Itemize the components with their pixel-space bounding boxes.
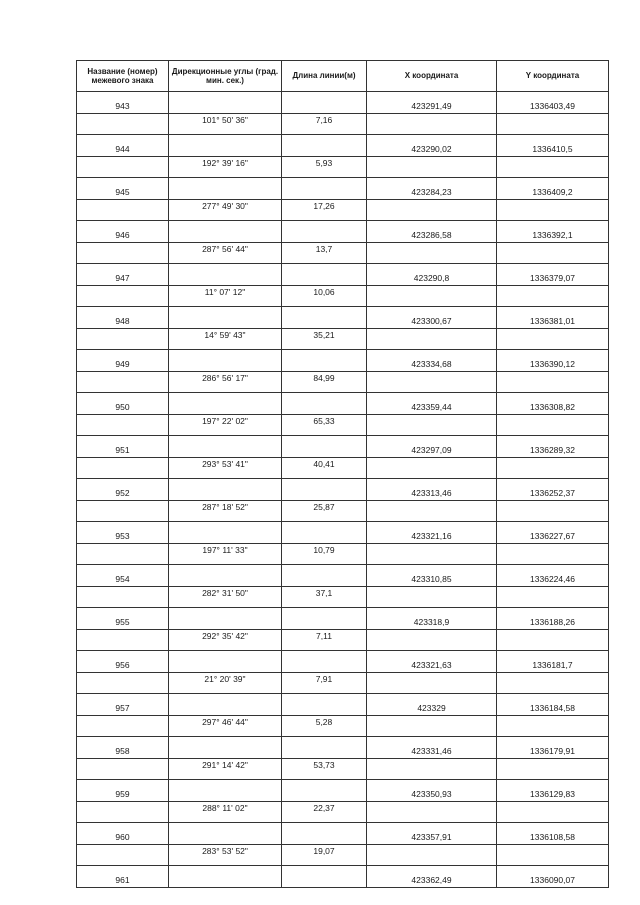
- empty-cell: [77, 543, 169, 565]
- direction-angle-cell: 11° 07' 12": [169, 285, 282, 307]
- empty-cell: [282, 608, 367, 630]
- point-row: [77, 823, 609, 845]
- x-coordinate-cell: 423331,46: [367, 737, 497, 759]
- direction-angle-cell: 288° 11' 02": [169, 801, 282, 823]
- y-coordinate-cell: 1336188,26: [497, 608, 609, 630]
- empty-cell: [497, 199, 609, 221]
- empty-cell: [77, 715, 169, 737]
- empty-cell: [169, 178, 282, 200]
- segment-row: [77, 844, 609, 866]
- point-row: [77, 393, 609, 415]
- empty-cell: [497, 801, 609, 823]
- line-length-cell: 7,11: [282, 629, 367, 651]
- x-coordinate-cell: 423318,9: [367, 608, 497, 630]
- direction-angle-cell: 291° 14' 42": [169, 758, 282, 780]
- empty-cell: [497, 500, 609, 522]
- empty-cell: [169, 307, 282, 329]
- line-length-cell: 35,21: [282, 328, 367, 350]
- empty-cell: [367, 328, 497, 350]
- direction-angle-cell: 283° 53' 52": [169, 844, 282, 866]
- direction-angle-cell: 277° 49' 30": [169, 199, 282, 221]
- segment-row: [77, 285, 609, 307]
- point-name-cell: 961: [77, 866, 169, 888]
- y-coordinate-cell: 1336181,7: [497, 651, 609, 673]
- empty-cell: [169, 651, 282, 673]
- point-row: [77, 350, 609, 372]
- header-y-coordinate: Y координата: [497, 61, 609, 92]
- empty-cell: [169, 264, 282, 286]
- empty-cell: [77, 285, 169, 307]
- line-length-cell: 22,37: [282, 801, 367, 823]
- x-coordinate-cell: 423284,23: [367, 178, 497, 200]
- empty-cell: [169, 780, 282, 802]
- direction-angle-cell: 287° 18' 52": [169, 500, 282, 522]
- direction-angle-cell: 282° 31' 50": [169, 586, 282, 608]
- empty-cell: [497, 156, 609, 178]
- empty-cell: [169, 221, 282, 243]
- direction-angle-cell: 197° 11' 33": [169, 543, 282, 565]
- empty-cell: [169, 135, 282, 157]
- empty-cell: [282, 479, 367, 501]
- line-length-cell: 17,26: [282, 199, 367, 221]
- point-name-cell: 953: [77, 522, 169, 544]
- line-length-cell: 7,16: [282, 113, 367, 135]
- header-direction-angle: Дирекционные углы (град. мин. сек.): [169, 61, 282, 92]
- empty-cell: [367, 285, 497, 307]
- direction-angle-cell: 192° 39' 16": [169, 156, 282, 178]
- point-name-cell: 951: [77, 436, 169, 458]
- empty-cell: [497, 844, 609, 866]
- x-coordinate-cell: 423350,93: [367, 780, 497, 802]
- empty-cell: [367, 199, 497, 221]
- direction-angle-cell: 292° 35' 42": [169, 629, 282, 651]
- segment-row: [77, 156, 609, 178]
- segment-row: [77, 672, 609, 694]
- empty-cell: [77, 457, 169, 479]
- point-name-cell: 946: [77, 221, 169, 243]
- empty-cell: [497, 371, 609, 393]
- empty-cell: [77, 801, 169, 823]
- x-coordinate-cell: 423300,67: [367, 307, 497, 329]
- line-length-cell: 25,87: [282, 500, 367, 522]
- empty-cell: [282, 393, 367, 415]
- point-row: [77, 92, 609, 114]
- y-coordinate-cell: 1336308,82: [497, 393, 609, 415]
- empty-cell: [169, 694, 282, 716]
- empty-cell: [497, 328, 609, 350]
- header-point-name: Название (номер) межевого знака: [77, 61, 169, 92]
- x-coordinate-cell: 423290,02: [367, 135, 497, 157]
- x-coordinate-cell: 423329: [367, 694, 497, 716]
- empty-cell: [497, 457, 609, 479]
- empty-cell: [367, 543, 497, 565]
- point-name-cell: 948: [77, 307, 169, 329]
- y-coordinate-cell: 1336252,37: [497, 479, 609, 501]
- segment-row: [77, 242, 609, 264]
- empty-cell: [497, 672, 609, 694]
- empty-cell: [367, 672, 497, 694]
- empty-cell: [367, 758, 497, 780]
- empty-cell: [282, 307, 367, 329]
- point-row: [77, 866, 609, 888]
- y-coordinate-cell: 1336108,58: [497, 823, 609, 845]
- empty-cell: [77, 758, 169, 780]
- direction-angle-cell: 287° 56' 44": [169, 242, 282, 264]
- direction-angle-cell: 293° 53' 41": [169, 457, 282, 479]
- line-length-cell: 84,99: [282, 371, 367, 393]
- y-coordinate-cell: 1336179,91: [497, 737, 609, 759]
- empty-cell: [497, 543, 609, 565]
- empty-cell: [367, 844, 497, 866]
- direction-angle-cell: 14° 59' 43": [169, 328, 282, 350]
- y-coordinate-cell: 1336410,5: [497, 135, 609, 157]
- empty-cell: [282, 350, 367, 372]
- empty-cell: [169, 350, 282, 372]
- point-name-cell: 945: [77, 178, 169, 200]
- segment-row: [77, 113, 609, 135]
- point-name-cell: 957: [77, 694, 169, 716]
- point-row: [77, 436, 609, 458]
- empty-cell: [77, 328, 169, 350]
- empty-cell: [282, 264, 367, 286]
- point-row: [77, 565, 609, 587]
- y-coordinate-cell: 1336224,46: [497, 565, 609, 587]
- point-name-cell: 958: [77, 737, 169, 759]
- segment-row: [77, 629, 609, 651]
- y-coordinate-cell: 1336409,2: [497, 178, 609, 200]
- x-coordinate-cell: 423297,09: [367, 436, 497, 458]
- point-name-cell: 954: [77, 565, 169, 587]
- empty-cell: [497, 285, 609, 307]
- empty-cell: [367, 156, 497, 178]
- line-length-cell: 19,07: [282, 844, 367, 866]
- segment-row: [77, 715, 609, 737]
- x-coordinate-cell: 423290,8: [367, 264, 497, 286]
- segment-row: [77, 371, 609, 393]
- line-length-cell: 37,1: [282, 586, 367, 608]
- x-coordinate-cell: 423286,58: [367, 221, 497, 243]
- empty-cell: [169, 522, 282, 544]
- segment-row: [77, 328, 609, 350]
- empty-cell: [169, 866, 282, 888]
- header-line-length: Длина линии(м): [282, 61, 367, 92]
- point-name-cell: 956: [77, 651, 169, 673]
- empty-cell: [367, 414, 497, 436]
- point-row: [77, 780, 609, 802]
- empty-cell: [367, 586, 497, 608]
- point-row: [77, 608, 609, 630]
- empty-cell: [282, 565, 367, 587]
- empty-cell: [282, 178, 367, 200]
- empty-cell: [282, 780, 367, 802]
- point-name-cell: 947: [77, 264, 169, 286]
- empty-cell: [77, 844, 169, 866]
- x-coordinate-cell: 423334,68: [367, 350, 497, 372]
- table-body: [77, 92, 609, 888]
- empty-cell: [169, 436, 282, 458]
- empty-cell: [169, 479, 282, 501]
- empty-cell: [282, 92, 367, 114]
- line-length-cell: 10,06: [282, 285, 367, 307]
- empty-cell: [367, 715, 497, 737]
- y-coordinate-cell: 1336381,01: [497, 307, 609, 329]
- x-coordinate-cell: 423357,91: [367, 823, 497, 845]
- segment-row: [77, 457, 609, 479]
- line-length-cell: 13,7: [282, 242, 367, 264]
- empty-cell: [77, 414, 169, 436]
- point-name-cell: 949: [77, 350, 169, 372]
- empty-cell: [367, 113, 497, 135]
- empty-cell: [497, 414, 609, 436]
- empty-cell: [367, 629, 497, 651]
- y-coordinate-cell: 1336289,32: [497, 436, 609, 458]
- segment-row: [77, 500, 609, 522]
- empty-cell: [77, 629, 169, 651]
- empty-cell: [169, 92, 282, 114]
- empty-cell: [169, 393, 282, 415]
- point-row: [77, 479, 609, 501]
- point-name-cell: 950: [77, 393, 169, 415]
- point-row: [77, 737, 609, 759]
- line-length-cell: 10,79: [282, 543, 367, 565]
- empty-cell: [497, 113, 609, 135]
- boundary-coordinates-table: [76, 60, 609, 888]
- y-coordinate-cell: 1336184,58: [497, 694, 609, 716]
- x-coordinate-cell: 423359,44: [367, 393, 497, 415]
- segment-row: [77, 414, 609, 436]
- x-coordinate-cell: 423313,46: [367, 479, 497, 501]
- direction-angle-cell: 21° 20' 39": [169, 672, 282, 694]
- point-row: [77, 178, 609, 200]
- segment-row: [77, 758, 609, 780]
- empty-cell: [169, 608, 282, 630]
- empty-cell: [77, 156, 169, 178]
- direction-angle-cell: 101° 50' 36": [169, 113, 282, 135]
- empty-cell: [282, 737, 367, 759]
- point-row: [77, 522, 609, 544]
- line-length-cell: 53,73: [282, 758, 367, 780]
- empty-cell: [77, 672, 169, 694]
- y-coordinate-cell: 1336403,49: [497, 92, 609, 114]
- empty-cell: [282, 694, 367, 716]
- empty-cell: [497, 629, 609, 651]
- x-coordinate-cell: 423321,16: [367, 522, 497, 544]
- line-length-cell: 5,28: [282, 715, 367, 737]
- point-name-cell: 959: [77, 780, 169, 802]
- table-header-row: [77, 61, 609, 92]
- direction-angle-cell: 197° 22' 02": [169, 414, 282, 436]
- point-name-cell: 952: [77, 479, 169, 501]
- empty-cell: [169, 823, 282, 845]
- y-coordinate-cell: 1336390,12: [497, 350, 609, 372]
- y-coordinate-cell: 1336090,07: [497, 866, 609, 888]
- line-length-cell: 5,93: [282, 156, 367, 178]
- empty-cell: [282, 823, 367, 845]
- empty-cell: [77, 113, 169, 135]
- empty-cell: [282, 866, 367, 888]
- y-coordinate-cell: 1336227,67: [497, 522, 609, 544]
- x-coordinate-cell: 423321,63: [367, 651, 497, 673]
- segment-row: [77, 801, 609, 823]
- point-row: [77, 307, 609, 329]
- empty-cell: [367, 801, 497, 823]
- empty-cell: [77, 371, 169, 393]
- header-x-coordinate: X координата: [367, 61, 497, 92]
- empty-cell: [367, 371, 497, 393]
- y-coordinate-cell: 1336379,07: [497, 264, 609, 286]
- empty-cell: [282, 651, 367, 673]
- direction-angle-cell: 297° 46' 44": [169, 715, 282, 737]
- line-length-cell: 40,41: [282, 457, 367, 479]
- segment-row: [77, 199, 609, 221]
- point-name-cell: 955: [77, 608, 169, 630]
- point-name-cell: 943: [77, 92, 169, 114]
- empty-cell: [497, 758, 609, 780]
- point-row: [77, 264, 609, 286]
- line-length-cell: 7,91: [282, 672, 367, 694]
- x-coordinate-cell: 423291,49: [367, 92, 497, 114]
- point-row: [77, 135, 609, 157]
- segment-row: [77, 586, 609, 608]
- empty-cell: [367, 242, 497, 264]
- point-row: [77, 651, 609, 673]
- empty-cell: [367, 457, 497, 479]
- y-coordinate-cell: 1336129,83: [497, 780, 609, 802]
- point-name-cell: 960: [77, 823, 169, 845]
- empty-cell: [497, 715, 609, 737]
- empty-cell: [77, 500, 169, 522]
- x-coordinate-cell: 423310,85: [367, 565, 497, 587]
- empty-cell: [169, 565, 282, 587]
- point-row: [77, 694, 609, 716]
- empty-cell: [77, 586, 169, 608]
- empty-cell: [169, 737, 282, 759]
- empty-cell: [367, 500, 497, 522]
- empty-cell: [282, 436, 367, 458]
- point-row: [77, 221, 609, 243]
- point-name-cell: 944: [77, 135, 169, 157]
- empty-cell: [77, 242, 169, 264]
- empty-cell: [497, 242, 609, 264]
- direction-angle-cell: 286° 56' 17": [169, 371, 282, 393]
- line-length-cell: 65,33: [282, 414, 367, 436]
- empty-cell: [282, 522, 367, 544]
- empty-cell: [497, 586, 609, 608]
- segment-row: [77, 543, 609, 565]
- empty-cell: [77, 199, 169, 221]
- y-coordinate-cell: 1336392,1: [497, 221, 609, 243]
- empty-cell: [282, 135, 367, 157]
- x-coordinate-cell: 423362,49: [367, 866, 497, 888]
- empty-cell: [282, 221, 367, 243]
